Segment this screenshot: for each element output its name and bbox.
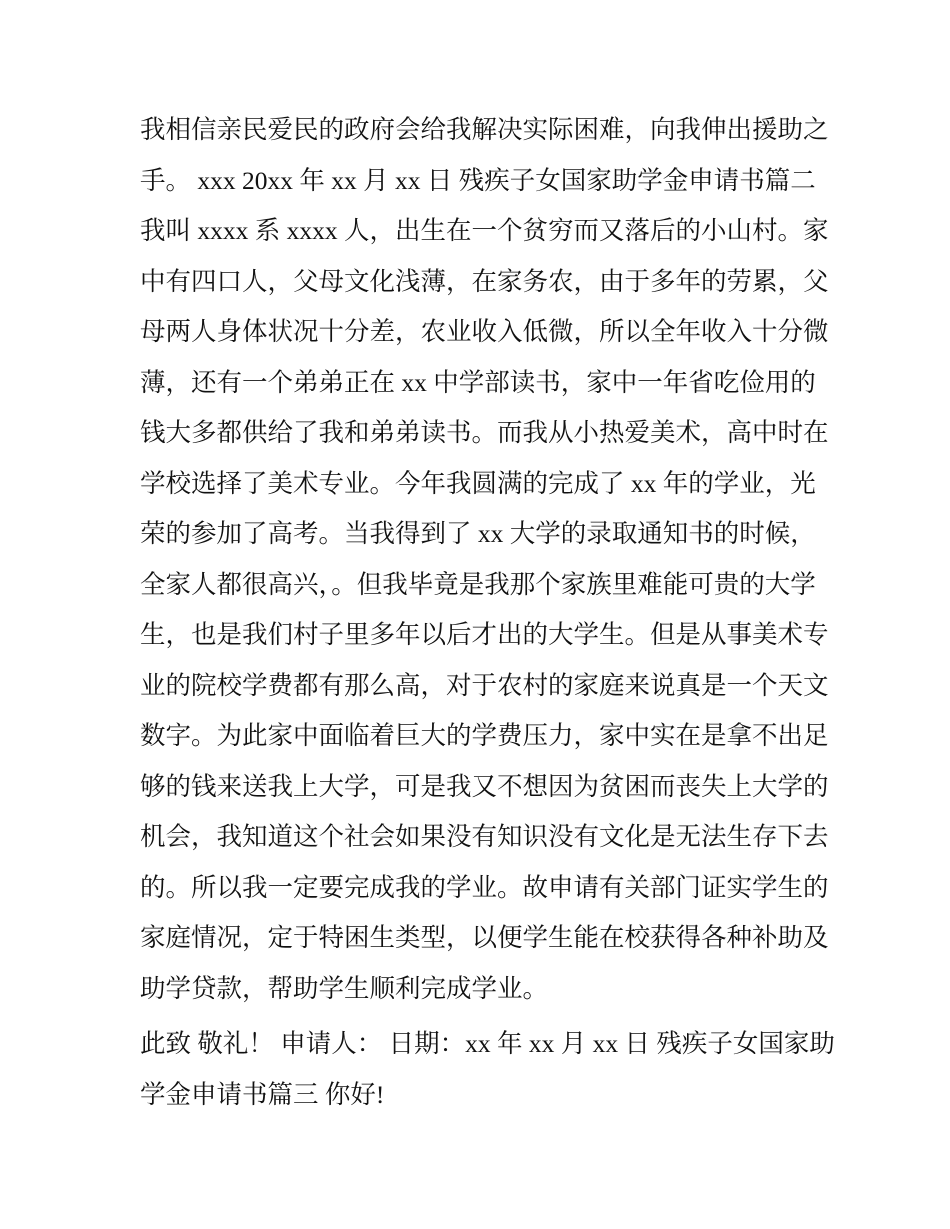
- text-line: 机会，我知道这个社会如果没有知识没有文化是无法生存下去: [140, 822, 829, 851]
- text-line: 生，也是我们村子里多年以后才出的大学生。但是从事美术专: [140, 620, 829, 649]
- text-line: 学金申请书篇三 你好!: [140, 1079, 385, 1109]
- text-line: 够的钱来送我上大学，可是我又不想因为贫困而丧失上大学的: [140, 771, 829, 801]
- text-line: 薄，还有一个弟弟正在 xx 中学部读书，家中一年省吃俭用的: [140, 367, 816, 397]
- text-line: 我叫 xxxx 系 xxxx 人，出生在一个贫穷而又落后的小山村。家: [140, 216, 829, 245]
- text-line: 手。 xxx 20xx 年 xx 月 xx 日 残疾子女国家助学金申请书篇二: [140, 165, 816, 195]
- text-line: 家庭情况，定于特困生类型，以便学生能在校获得各种补助及: [140, 923, 829, 952]
- text-line: 学校选择了美术专业。今年我圆满的完成了 xx 年的学业，光: [140, 468, 816, 498]
- text-line: 的。所以我一定要完成我的学业。故申请有关部门证实学生的: [140, 872, 829, 902]
- text-line: 荣的参加了高考。当我得到了 xx 大学的录取通知书的时候，: [140, 519, 816, 548]
- text-line: 母两人身体状况十分差，农业收入低微，所以全年收入十分微: [140, 317, 829, 346]
- text-line: 我相信亲民爱民的政府会给我解决实际困难，向我伸出援助之: [140, 115, 829, 144]
- text-line: 业的院校学费都有那么高，对于农村的家庭来说真是一个天文: [140, 670, 829, 700]
- body-paragraph: [140, 105, 840, 1014]
- text-line: 数字。为此家中面临着巨大的学费压力，家中实在是拿不出足: [140, 721, 829, 750]
- closing-paragraph: [140, 1019, 840, 1120]
- text-line: 钱大多都供给了我和弟弟读书。而我从小热爱美术，高中时在: [140, 418, 829, 447]
- text-line: 中有四口人，父母文化浅薄，在家务农，由于多年的劳累，父: [140, 266, 829, 296]
- text-line: 此致 敬礼！ 申请人： 日期：xx 年 xx 月 xx 日 残疾子女国家助: [140, 1029, 835, 1058]
- text-line: 助学贷款，帮助学生顺利完成学业。: [140, 973, 549, 1003]
- text-line: 全家人都很高兴，。但我毕竟是我那个家族里难能可贵的大学: [140, 569, 816, 599]
